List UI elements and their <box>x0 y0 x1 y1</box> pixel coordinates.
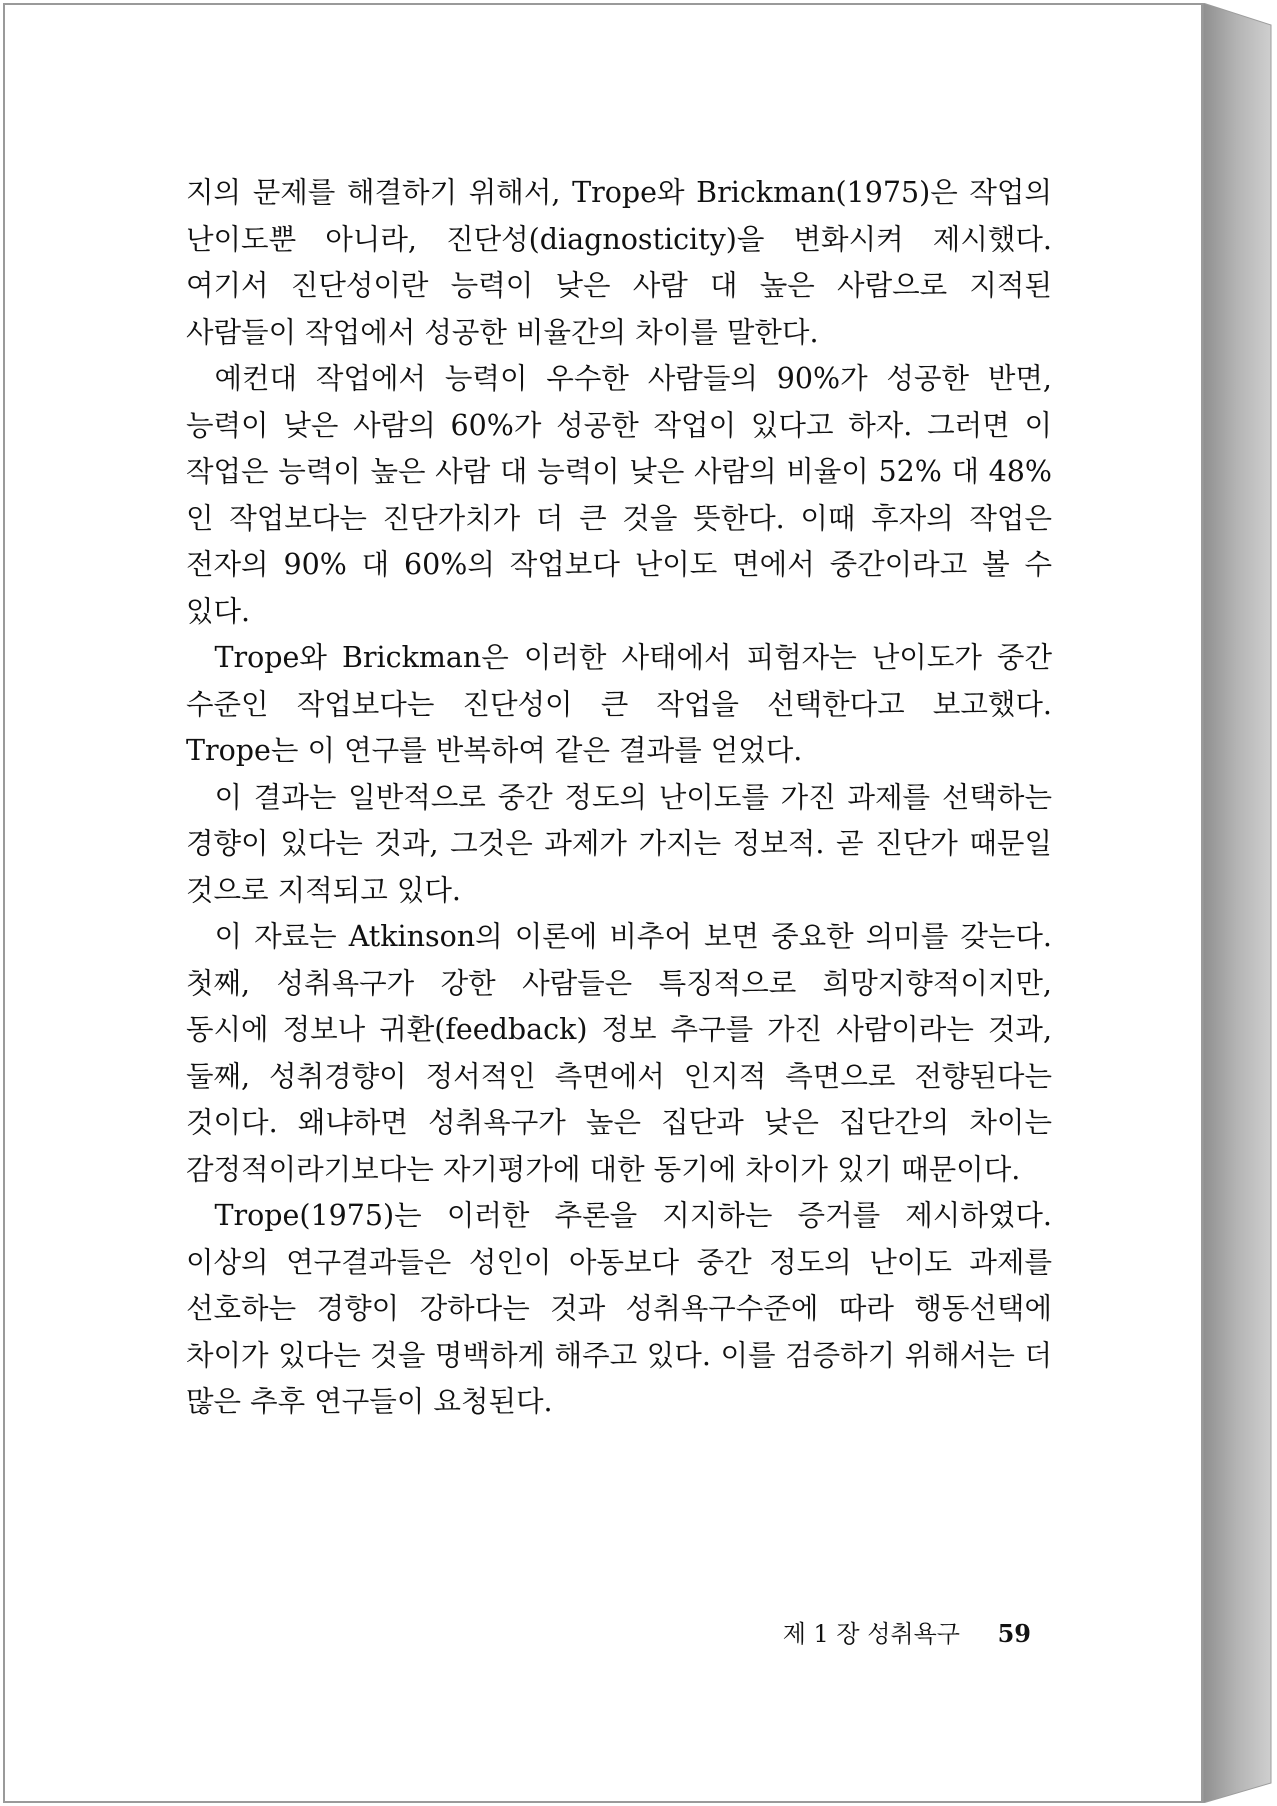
paragraph: 예컨대 작업에서 능력이 우수한 사람들의 90%가 성공한 반면, 능력이 낮은 사람의 60%가 성공한 작업이 있다고 하자. 그러면 이 작업은 능력이 높은 사람 대 능력이 낮은 사람의 비율이 52% 대 48%인 작업보다는 진단가치가 더 큰 것을 뜻한다. 이때 후자의 작업은 전자의 90% 대 60%의 작업보다 난이도 면에서 중간이라고 볼 수 있다. <box>186 362 1052 628</box>
book-edge <box>1203 3 1275 1803</box>
paragraph: Trope(1975)는 이러한 추론을 지지하는 증거를 제시하였다. 이상의 연구결과들은 성인이 아동보다 중간 정도의 난이도 과제를 선호하는 경향이 강하다는 것과 성취욕구수준에 따라 행동선택에 차이가 있다는 것을 명백하게 해주고 있다. 이를 검증하기 위해서는 더 많은 추후 연구들이 요청된다. <box>186 1199 1052 1418</box>
paragraph: 이 자료는 Atkinson의 이론에 비추어 보면 중요한 의미를 갖는다. 첫째, 성취욕구가 강한 사람들은 특징적으로 희망지향적이지만, 동시에 정보나 귀환(feedback) 정보 추구를 가진 사람이라는 것과, 둘째, 성취경향이 정서적인 측면에서 인지적 측면으로 전향된다는 것이다. 왜냐하면 성취욕구가 높은 집단과 낮은 집단간의 차이는 감정적이라기보다는 자기평가에 대한 동기에 차이가 있기 때문이다. <box>186 920 1052 1186</box>
page-footer <box>783 1614 1031 1649</box>
page-body-text <box>186 170 1052 1426</box>
paragraph: 지의 문제를 해결하기 위해서, Trope와 Brickman(1975)은 작업의 난이도뿐 아니라, 진단성(diagnosticity)을 변화시켜 제시했다. 여기서 진단성이란 능력이 낮은 사람 대 높은 사람으로 지적된 사람들이 작업에서 성공한 비율간의 차이를 말한다. <box>186 176 1052 349</box>
paragraph: Trope와 Brickman은 이러한 사태에서 피험자는 난이도가 중간 수준인 작업보다는 진단성이 큰 작업을 선택한다고 보고했다. Trope는 이 연구를 반복하여 같은 결과를 얻었다. <box>186 641 1052 767</box>
chapter-title: 제 1 장 성취욕구 <box>782 1620 960 1648</box>
page-number: 59 <box>997 1619 1031 1648</box>
paragraph: 이 결과는 일반적으로 중간 정도의 난이도를 가진 과제를 선택하는 경향이 있다는 것과, 그것은 과제가 가지는 정보적. 곧 진단가 때문일 것으로 지적되고 있다. <box>186 780 1052 907</box>
